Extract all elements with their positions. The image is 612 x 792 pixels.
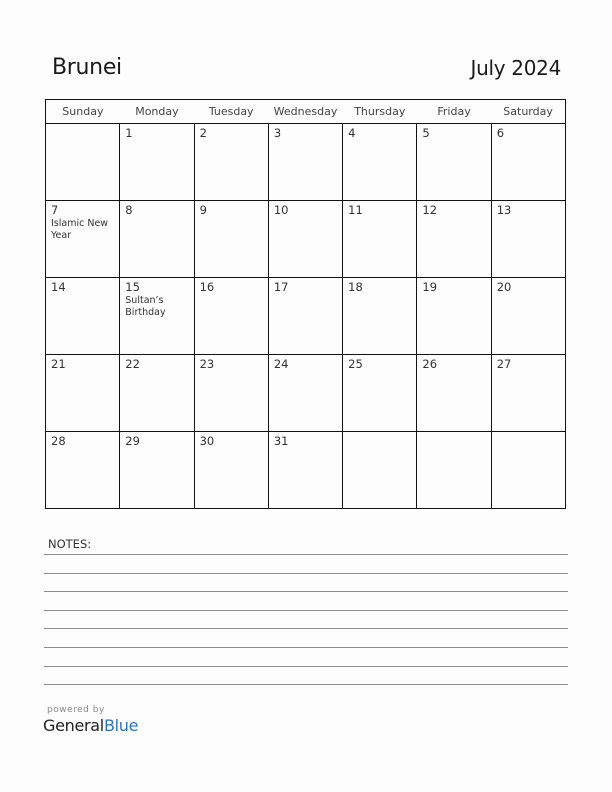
day-number: 30 xyxy=(199,434,215,448)
week-row xyxy=(46,432,566,509)
day-cell xyxy=(46,432,120,509)
day-cell xyxy=(120,355,194,432)
day-cell xyxy=(343,201,417,278)
holiday-label: Islamic New Year xyxy=(51,218,109,241)
note-line xyxy=(44,573,568,574)
country-title: Brunei xyxy=(52,55,122,80)
day-cell xyxy=(343,278,417,355)
day-cell xyxy=(120,278,194,355)
week-row xyxy=(46,278,566,355)
day-number: 23 xyxy=(199,357,215,371)
day-number: 2 xyxy=(199,126,207,140)
week-row xyxy=(46,124,566,201)
day-number: 16 xyxy=(199,280,215,294)
day-cell xyxy=(268,201,342,278)
day-cell xyxy=(194,201,268,278)
day-number: 6 xyxy=(496,126,505,140)
day-cell xyxy=(491,278,565,355)
day-number xyxy=(492,432,565,435)
week-row xyxy=(46,355,566,432)
day-number xyxy=(343,432,416,435)
day-cell xyxy=(417,124,491,201)
generalblue-logo xyxy=(43,716,138,735)
day-cell xyxy=(417,432,491,509)
day-number: 29 xyxy=(125,434,140,448)
day-number: 14 xyxy=(51,280,66,294)
note-line xyxy=(44,610,568,611)
day-number: 3 xyxy=(273,126,282,140)
day-number: 19 xyxy=(422,280,438,294)
weekday-sunday: Sunday xyxy=(46,100,120,124)
day-number xyxy=(46,124,119,127)
weekday-wednesday: Wednesday xyxy=(268,100,342,124)
holiday-label: Sultan’s Birthday xyxy=(125,295,166,318)
brand-blue: Blue xyxy=(103,716,139,735)
day-cell xyxy=(491,201,565,278)
day-number: 4 xyxy=(348,126,356,140)
day-number: 11 xyxy=(348,203,363,217)
day-cell xyxy=(268,355,342,432)
day-cell xyxy=(120,432,194,509)
note-line xyxy=(44,628,568,629)
day-number: 27 xyxy=(496,357,512,371)
day-number: 20 xyxy=(496,280,512,294)
weekday-saturday: Saturday xyxy=(491,100,565,124)
day-number: 5 xyxy=(422,126,430,140)
note-line xyxy=(44,554,568,555)
weekday-thursday: Thursday xyxy=(343,100,417,124)
day-number: 10 xyxy=(273,203,289,217)
day-cell xyxy=(417,201,491,278)
weekday-monday: Monday xyxy=(120,100,194,124)
day-cell xyxy=(46,278,120,355)
day-cell xyxy=(491,124,565,201)
day-cell xyxy=(46,201,120,278)
day-cell xyxy=(46,355,120,432)
day-cell xyxy=(343,124,417,201)
day-cell xyxy=(417,278,491,355)
note-line xyxy=(44,591,568,592)
day-number: 8 xyxy=(125,203,133,217)
day-number: 26 xyxy=(422,357,438,371)
day-cell xyxy=(491,432,565,509)
month-year-title: July 2024 xyxy=(470,56,561,80)
day-number: 22 xyxy=(125,357,140,371)
week-row xyxy=(46,201,566,278)
day-number xyxy=(417,432,490,435)
day-cell xyxy=(194,355,268,432)
calendar-grid xyxy=(45,99,566,509)
day-number: 28 xyxy=(51,434,66,448)
day-number: 18 xyxy=(348,280,363,294)
day-number: 24 xyxy=(273,357,289,371)
day-number: 9 xyxy=(199,203,207,217)
day-cell xyxy=(268,278,342,355)
day-number: 13 xyxy=(496,203,512,217)
note-line xyxy=(44,647,568,648)
weekday-tuesday: Tuesday xyxy=(194,100,268,124)
day-cell xyxy=(343,432,417,509)
day-cell xyxy=(194,124,268,201)
day-cell xyxy=(194,278,268,355)
day-number: 17 xyxy=(273,280,289,294)
day-cell xyxy=(417,355,491,432)
note-line xyxy=(44,684,568,685)
day-number: 21 xyxy=(51,357,66,371)
day-cell xyxy=(46,124,120,201)
brand-general: General xyxy=(43,716,104,735)
powered-by-text: powered by xyxy=(47,705,105,715)
weekday-friday: Friday xyxy=(417,100,491,124)
note-line xyxy=(44,666,568,667)
day-number: 1 xyxy=(125,126,133,140)
day-cell xyxy=(120,201,194,278)
day-cell xyxy=(120,124,194,201)
notes-label: NOTES: xyxy=(48,537,92,551)
day-number: 15 xyxy=(125,280,140,294)
weekday-header-row xyxy=(46,100,566,124)
day-number: 7 xyxy=(51,203,59,217)
day-cell xyxy=(343,355,417,432)
day-cell xyxy=(268,124,342,201)
day-number: 31 xyxy=(273,434,289,448)
day-cell xyxy=(491,355,565,432)
day-cell xyxy=(194,432,268,509)
day-number: 25 xyxy=(348,357,363,371)
day-number: 12 xyxy=(422,203,438,217)
day-cell xyxy=(268,432,342,509)
